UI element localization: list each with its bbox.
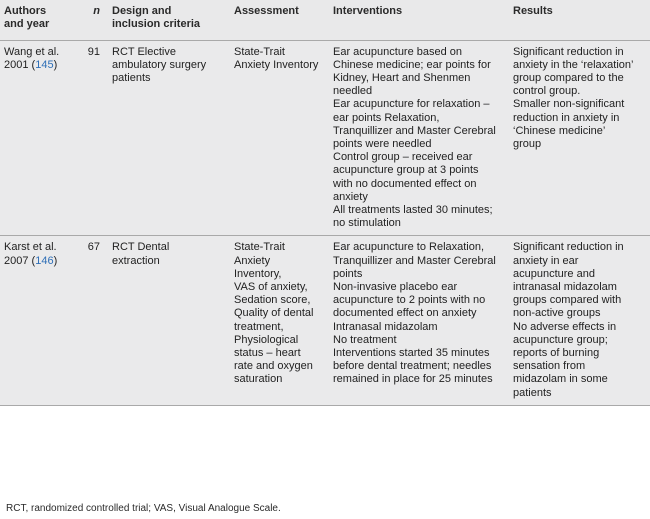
header-assessment: Assessment: [230, 0, 329, 40]
table-footnote: RCT, randomized controlled trial; VAS, Visual Analogue Scale.: [6, 503, 281, 514]
header-authors: Authors and year: [0, 0, 78, 40]
cell-assessment: State-Trait Anxiety Inventory, VAS of anxiety, Sedation score, Quality of dental treatment, Physiological status – heart rate and oxygen saturation: [230, 236, 329, 405]
cell-interventions: Ear acupuncture to Relaxation, Tranquillizer and Master Cerebral points Non-invasive placebo ear acupuncture to 2 points with no documented effect on anxiety Intranasal midazolam No treatment Interventions started 35 minutes before dental treatment; needles remained in place for 25 minutes: [329, 236, 509, 405]
cell-results: Significant reduction in anxiety in the ‘relaxation’ group compared to the control group. Smaller non-significant reduction in anxiety in ‘Chinese medicine’ group: [509, 40, 650, 236]
header-results: Results: [509, 0, 650, 40]
cell-interventions: Ear acupuncture based on Chinese medicine; ear points for Kidney, Heart and Shenmen needled Ear acupuncture for relaxation – ear points Relaxation, Tranquillizer and Master Cerebral points were needled Control group – received ear acupuncture group at 3 points with no documented effect on anxiety All treatments lasted 30 minutes; no stimulation: [329, 40, 509, 236]
table-row: [0, 40, 650, 236]
header-design: Design and inclusion criteria: [108, 0, 230, 40]
header-interventions: Interventions: [329, 0, 509, 40]
table-header-row: [0, 0, 650, 40]
cell-design: RCT Dental extraction: [108, 236, 230, 405]
cell-authors: Karst et al. 2007 (146): [0, 236, 78, 405]
reference-link[interactable]: 145: [35, 58, 54, 71]
table-row: [0, 236, 650, 405]
cell-assessment: State-Trait Anxiety Inventory: [230, 40, 329, 236]
cell-results: Significant reduction in anxiety in ear acupuncture and intranasal midazolam groups compared with non-active groups No adverse effects in acupuncture group; reports of burning sensation from midazolam in some patients: [509, 236, 650, 405]
cell-design: RCT Elective ambulatory surgery patients: [108, 40, 230, 236]
header-n: n: [78, 0, 108, 40]
reference-link[interactable]: 146: [35, 254, 54, 267]
cell-n: 67: [78, 236, 108, 405]
cell-n: 91: [78, 40, 108, 236]
cell-authors: Wang et al. 2001 (145): [0, 40, 78, 236]
